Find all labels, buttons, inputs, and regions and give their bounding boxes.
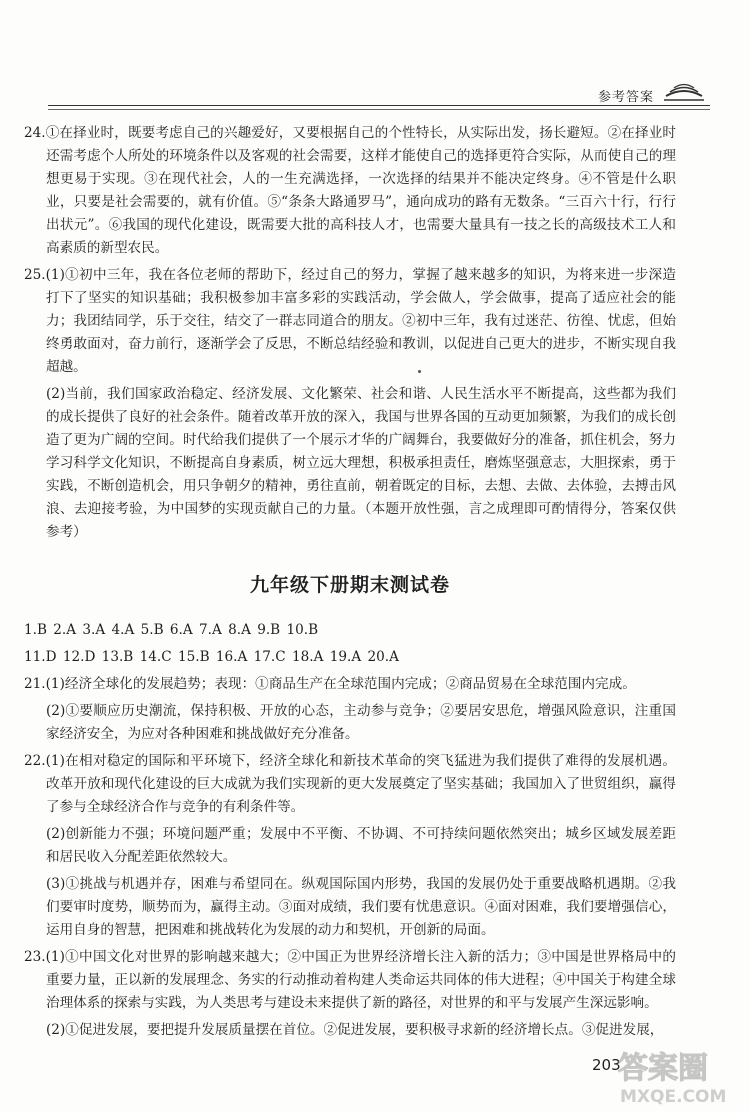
answer-q25-part2: (2)当前，我们国家政治稳定、经济发展、文化繁荣、社会和谐、人民生活水平不断提高，这些都为我们的成长提供了良好的社会条件。随着改革开放的深入，我国与世界各国的互动更加频繁，为我们的成长创造了更为广阔的空间。时代给我们提供了一个展示才华的广阔舞台，我要做好分的准备，抓住机会，努力学习科学文化知识，不断提高自身素质，树立远大理想，积极承担责任，磨炼坚强意志，大胆探索，勇于实践，不断创造机会，用只争朝夕的精神，勇往直前，朝着既定的目标，去想、去做、去体验，去搏击风浪、去迎接考验，为中国梦的实现贡献自己的力量。（本题开放性强，言之成理即可酌情得分，答案仅供参考）: [46, 386, 676, 540]
site-watermark-logo: [612, 1040, 746, 1108]
answer-q23-part2: (2)①促进发展，要把提升发展质量摆在首位。②促进发展，要积极寻求新的经济增长点。③促进发展，: [46, 1022, 664, 1038]
answer-q25-part1: 25.(1)①初中三年，我在各位老师的帮助下，经过自己的努力，掌握了越来越多的知识，为将来进一步深造打下了坚实的知识基础；我积极参加丰富多彩的实践活动，学会做人，学会做事，提高了适应社会的能力；我团结同学，乐于交往，结交了一群志同道合的朋友。②初中三年，我有过迷茫、彷徨、忧虑，但始终勇敢面对，奋力前行，逐渐学会了反思，不断总结经验和教训，以促进自己更大的进步，不断实现自我超越。: [24, 267, 676, 375]
section-title: 九年级下册期末测试卷: [249, 574, 450, 596]
page-number: 203: [592, 1056, 621, 1074]
answer-q22-part1: 22.(1)在相对稳定的国际和平环境下，经济全球化和新技术革命的突飞猛进为我们提供了难得的发展机遇。改革开放和现代化建设的巨大成就为我们实现新的更大发展奠定了坚实基础；我国加入了世贸组织，赢得了参与全球经济合作与竞争的有利条件等。: [24, 753, 676, 815]
answer-q22-part3: (3)①挑战与机遇并存，困难与希望同在。纵观国际国内形势，我国的发展仍处于重要战略机遇期。②我们要审时度势，顺势而为，赢得主动。③面对成绩，我们要有忧患意识。④面对困难，我们要增强信心，运用自身的智慧，把困难和挑战转化为发展的动力和契机，开创新的局面。: [46, 876, 676, 938]
answer-content: [24, 122, 676, 1046]
answer-q24: 24.①在择业时，既要考虑自己的兴趣爱好，又要根据自己的个性特长，从实际出发，扬长避短。②在择业时还需考虑个人所处的环境条件以及客观的社会需要，这样才能使自己的选择更符合实际，从而使自己的理想更易于实现。③在现代社会，人的一生充满选择，一次选择的结果并不能决定终身。④不管是什么职业，只要是社会需要的，就有价值。⑤“条条大路通罗马”，通向成功的路有无数条。“三百六十行，行行出状元”。⑥我国的现代化建设，既需要大批的高科技人才，也需要大量具有一技之长的高级技术工人和高素质的新型农民。: [24, 125, 676, 256]
scan-speck: [418, 370, 421, 373]
answer-q23-part1: 23.(1)①中国文化对世界的影响越来越大；②中国正为世界经济增长注入新的活力；③中国是世界格局中的重要力量，正以新的发展理念、务实的行动推动着构建人类命运共同体的伟大进程；④中国关于构建全球治理体系的探索与实践，为人类思考与建设未来提供了新的路径，对世界的和平与发展产生深远影响。: [24, 949, 676, 1011]
mc-answers-row-1: 1.B 2.A 3.A 4.A 5.B 6.A 7.A 8.A 9.B 10.B: [24, 622, 319, 638]
svg-text:答案圈: 答案圈: [618, 1051, 708, 1086]
header-rule: [48, 105, 710, 106]
answer-q21-part1: 21.(1)经济全球化的发展趋势；表现：①商品生产在全球范围内完成；②商品贸易在全球范围内完成。: [24, 676, 636, 692]
header-rule-thin: [48, 109, 710, 110]
book-logo-icon: [662, 80, 706, 104]
running-header-label: 参考答案: [597, 90, 654, 105]
answer-q22-part2: (2)创新能力不强；环境问题严重；发展中不平衡、不协调、不可持续问题依然突出；城乡区域发展差距和居民收入分配差距依然较大。: [46, 826, 676, 865]
answer-q21-part2: (2)①要顺应历史潮流，保持积极、开放的心态，主动参与竞争；②要居安思危，增强风险意识，注重国家经济安全，为应对各种困难和挑战做好充分准备。: [46, 703, 676, 742]
svg-text:MXQE.COM: MXQE.COM: [620, 1087, 727, 1107]
mc-answers-row-2: 11.D 12.D 13.B 14.C 15.B 16.A 17.C 18.A 19.A 20.A: [24, 649, 399, 665]
